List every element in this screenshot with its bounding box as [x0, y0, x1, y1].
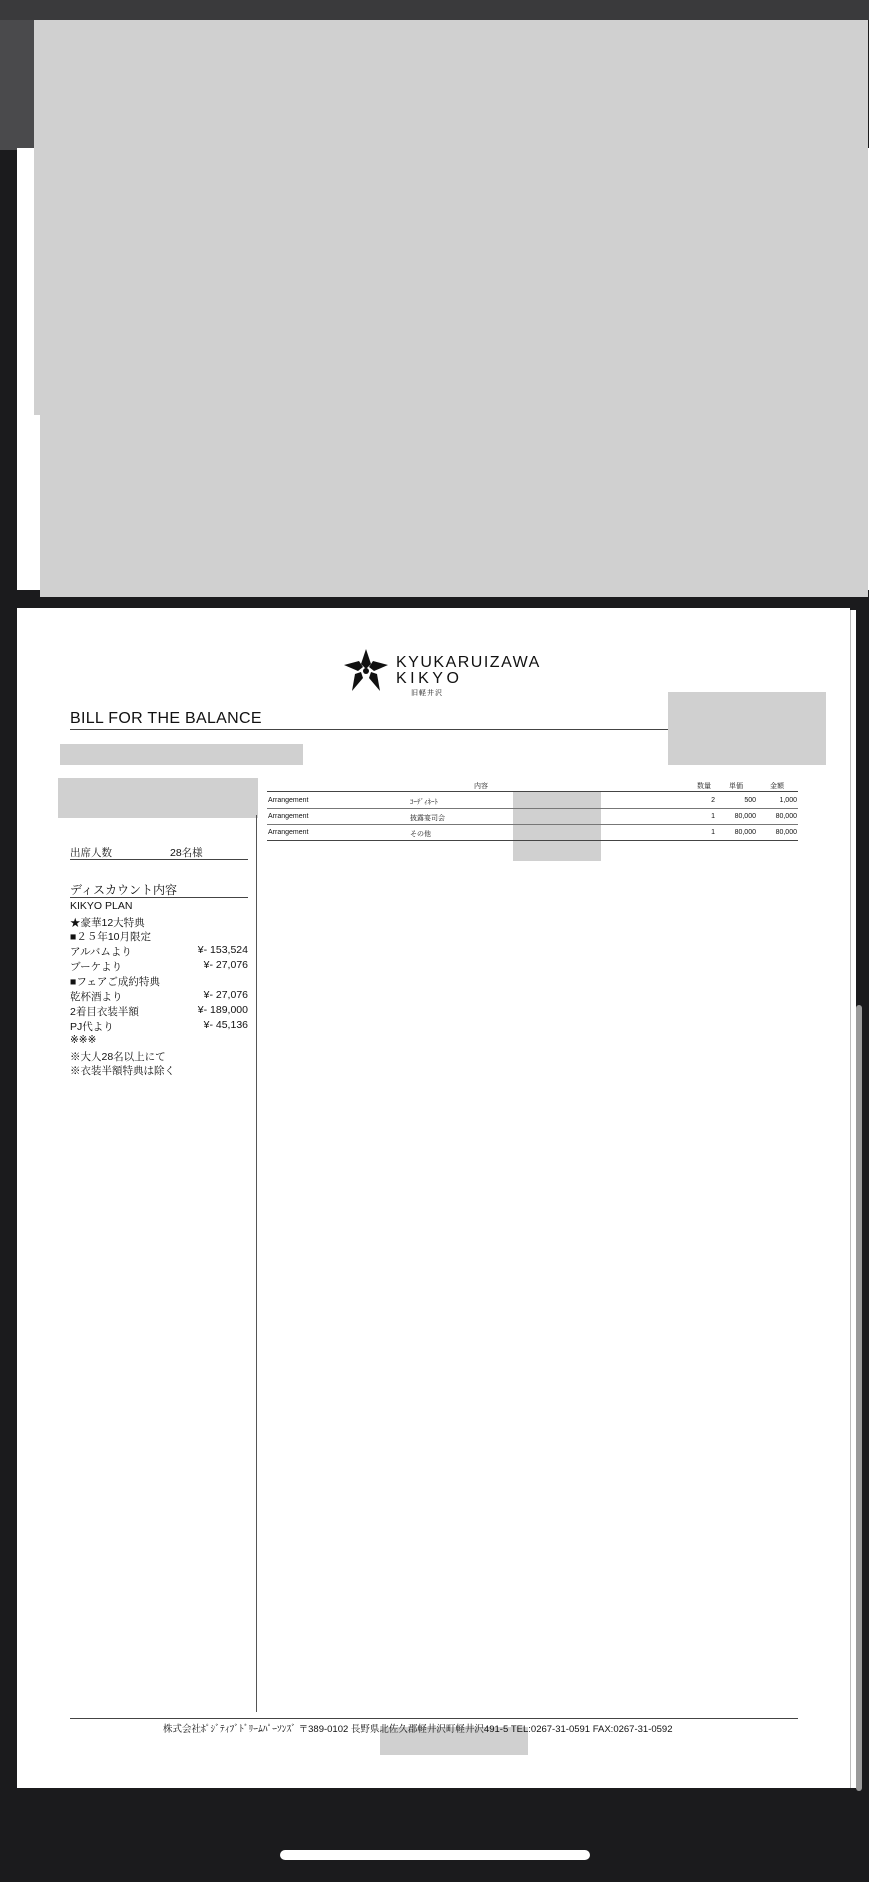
table-cell-qty: 2: [711, 797, 715, 804]
table-header-rule: [267, 791, 798, 792]
redacted-block: [668, 692, 826, 765]
table-cell-unit: 80,000: [734, 813, 756, 820]
discount-line-label: ■２５年10月限定: [70, 931, 152, 943]
footer-address: 株式会社ﾎﾟｼﾞﾃｨﾌﾞﾄﾞﾘｰﾑﾊﾟｰｿﾝｽﾞ 〒389-0102 長野県北佐久郡軽井沢町軽井沢491-5 TEL:0267-31-0591 FAX:0267-31-0592: [163, 1724, 673, 1735]
table-cell-category: Arrangement: [268, 797, 309, 804]
table-row-rule: [267, 824, 798, 825]
kikyo-flower-icon: [342, 647, 390, 695]
discount-line-amount: ¥- 27,076: [203, 989, 248, 1001]
discount-line-label: 乾杯酒より: [70, 991, 123, 1003]
discount-line-label: ★豪華12大特典: [70, 917, 145, 929]
discount-line-label: ※衣装半額特典は除く: [70, 1065, 175, 1077]
scrollbar[interactable]: [856, 1005, 862, 1791]
attendance-label: 出席人数: [70, 847, 112, 859]
discount-line-amount: ¥- 27,076: [203, 959, 248, 971]
discount-line-label: ブーケより: [70, 961, 123, 973]
table-header-amount: 金額: [770, 783, 784, 790]
table-bottom-rule: [267, 840, 798, 841]
table-cell-qty: 1: [711, 813, 715, 820]
table-cell-category: Arrangement: [268, 813, 309, 820]
table-cell-qty: 1: [711, 829, 715, 836]
discount-line-label: PJ代より: [70, 1021, 114, 1033]
redacted-block: [40, 415, 868, 597]
discount-heading: ディスカウント内容: [70, 883, 178, 897]
discount-line-amount: ¥- 45,136: [203, 1019, 248, 1031]
table-cell-item: ｺｰﾃﾞｨﾈｰﾄ: [410, 799, 438, 806]
table-row-rule: [267, 808, 798, 809]
redacted-block: [60, 744, 303, 765]
table-cell-amount: 1,000: [779, 797, 797, 804]
top-bar: [0, 0, 869, 20]
table-cell-unit: 80,000: [734, 829, 756, 836]
table-cell-amount: 80,000: [775, 829, 797, 836]
attendance-value: 28名様: [170, 847, 203, 859]
title-rule: [70, 729, 670, 730]
table-header-unit: 単価: [729, 783, 743, 790]
table-cell-item: 披露宴司会: [410, 815, 445, 822]
discount-line-label: KIKYO PLAN: [70, 900, 133, 912]
column-divider: [256, 815, 257, 1712]
bill-title: BILL FOR THE BALANCE: [70, 710, 262, 727]
discount-rule: [70, 897, 248, 898]
table-header-qty: 数量: [697, 783, 711, 790]
discount-line-label: ※※※: [70, 1034, 97, 1046]
redacted-block: [34, 20, 868, 415]
table-cell-category: Arrangement: [268, 829, 309, 836]
footer-rule: [70, 1718, 798, 1719]
table-cell-item: その他: [410, 831, 431, 838]
attendance-rule: [70, 859, 248, 860]
discount-line-label: ※大人28名以上にて: [70, 1051, 166, 1063]
table-header-content: 内容: [474, 783, 488, 790]
logo-name-line1: KYUKARUIZAWA: [396, 654, 541, 671]
redacted-block: [58, 778, 258, 818]
discount-line-label: 2着目衣装半額: [70, 1006, 139, 1018]
logo-subtitle: 旧軽井沢: [411, 690, 443, 697]
redacted-block: [513, 792, 601, 861]
logo-name-line2: KIKYO: [396, 670, 463, 687]
discount-line-amount: ¥- 153,524: [197, 944, 248, 956]
table-cell-unit: 500: [744, 797, 756, 804]
discount-line-label: アルバムより: [70, 946, 132, 958]
home-indicator[interactable]: [280, 1850, 590, 1860]
discount-line-amount: ¥- 189,000: [197, 1004, 248, 1016]
discount-line-label: ■フェアご成約特典: [70, 976, 160, 988]
top-left-panel: [0, 20, 34, 150]
table-cell-amount: 80,000: [775, 813, 797, 820]
